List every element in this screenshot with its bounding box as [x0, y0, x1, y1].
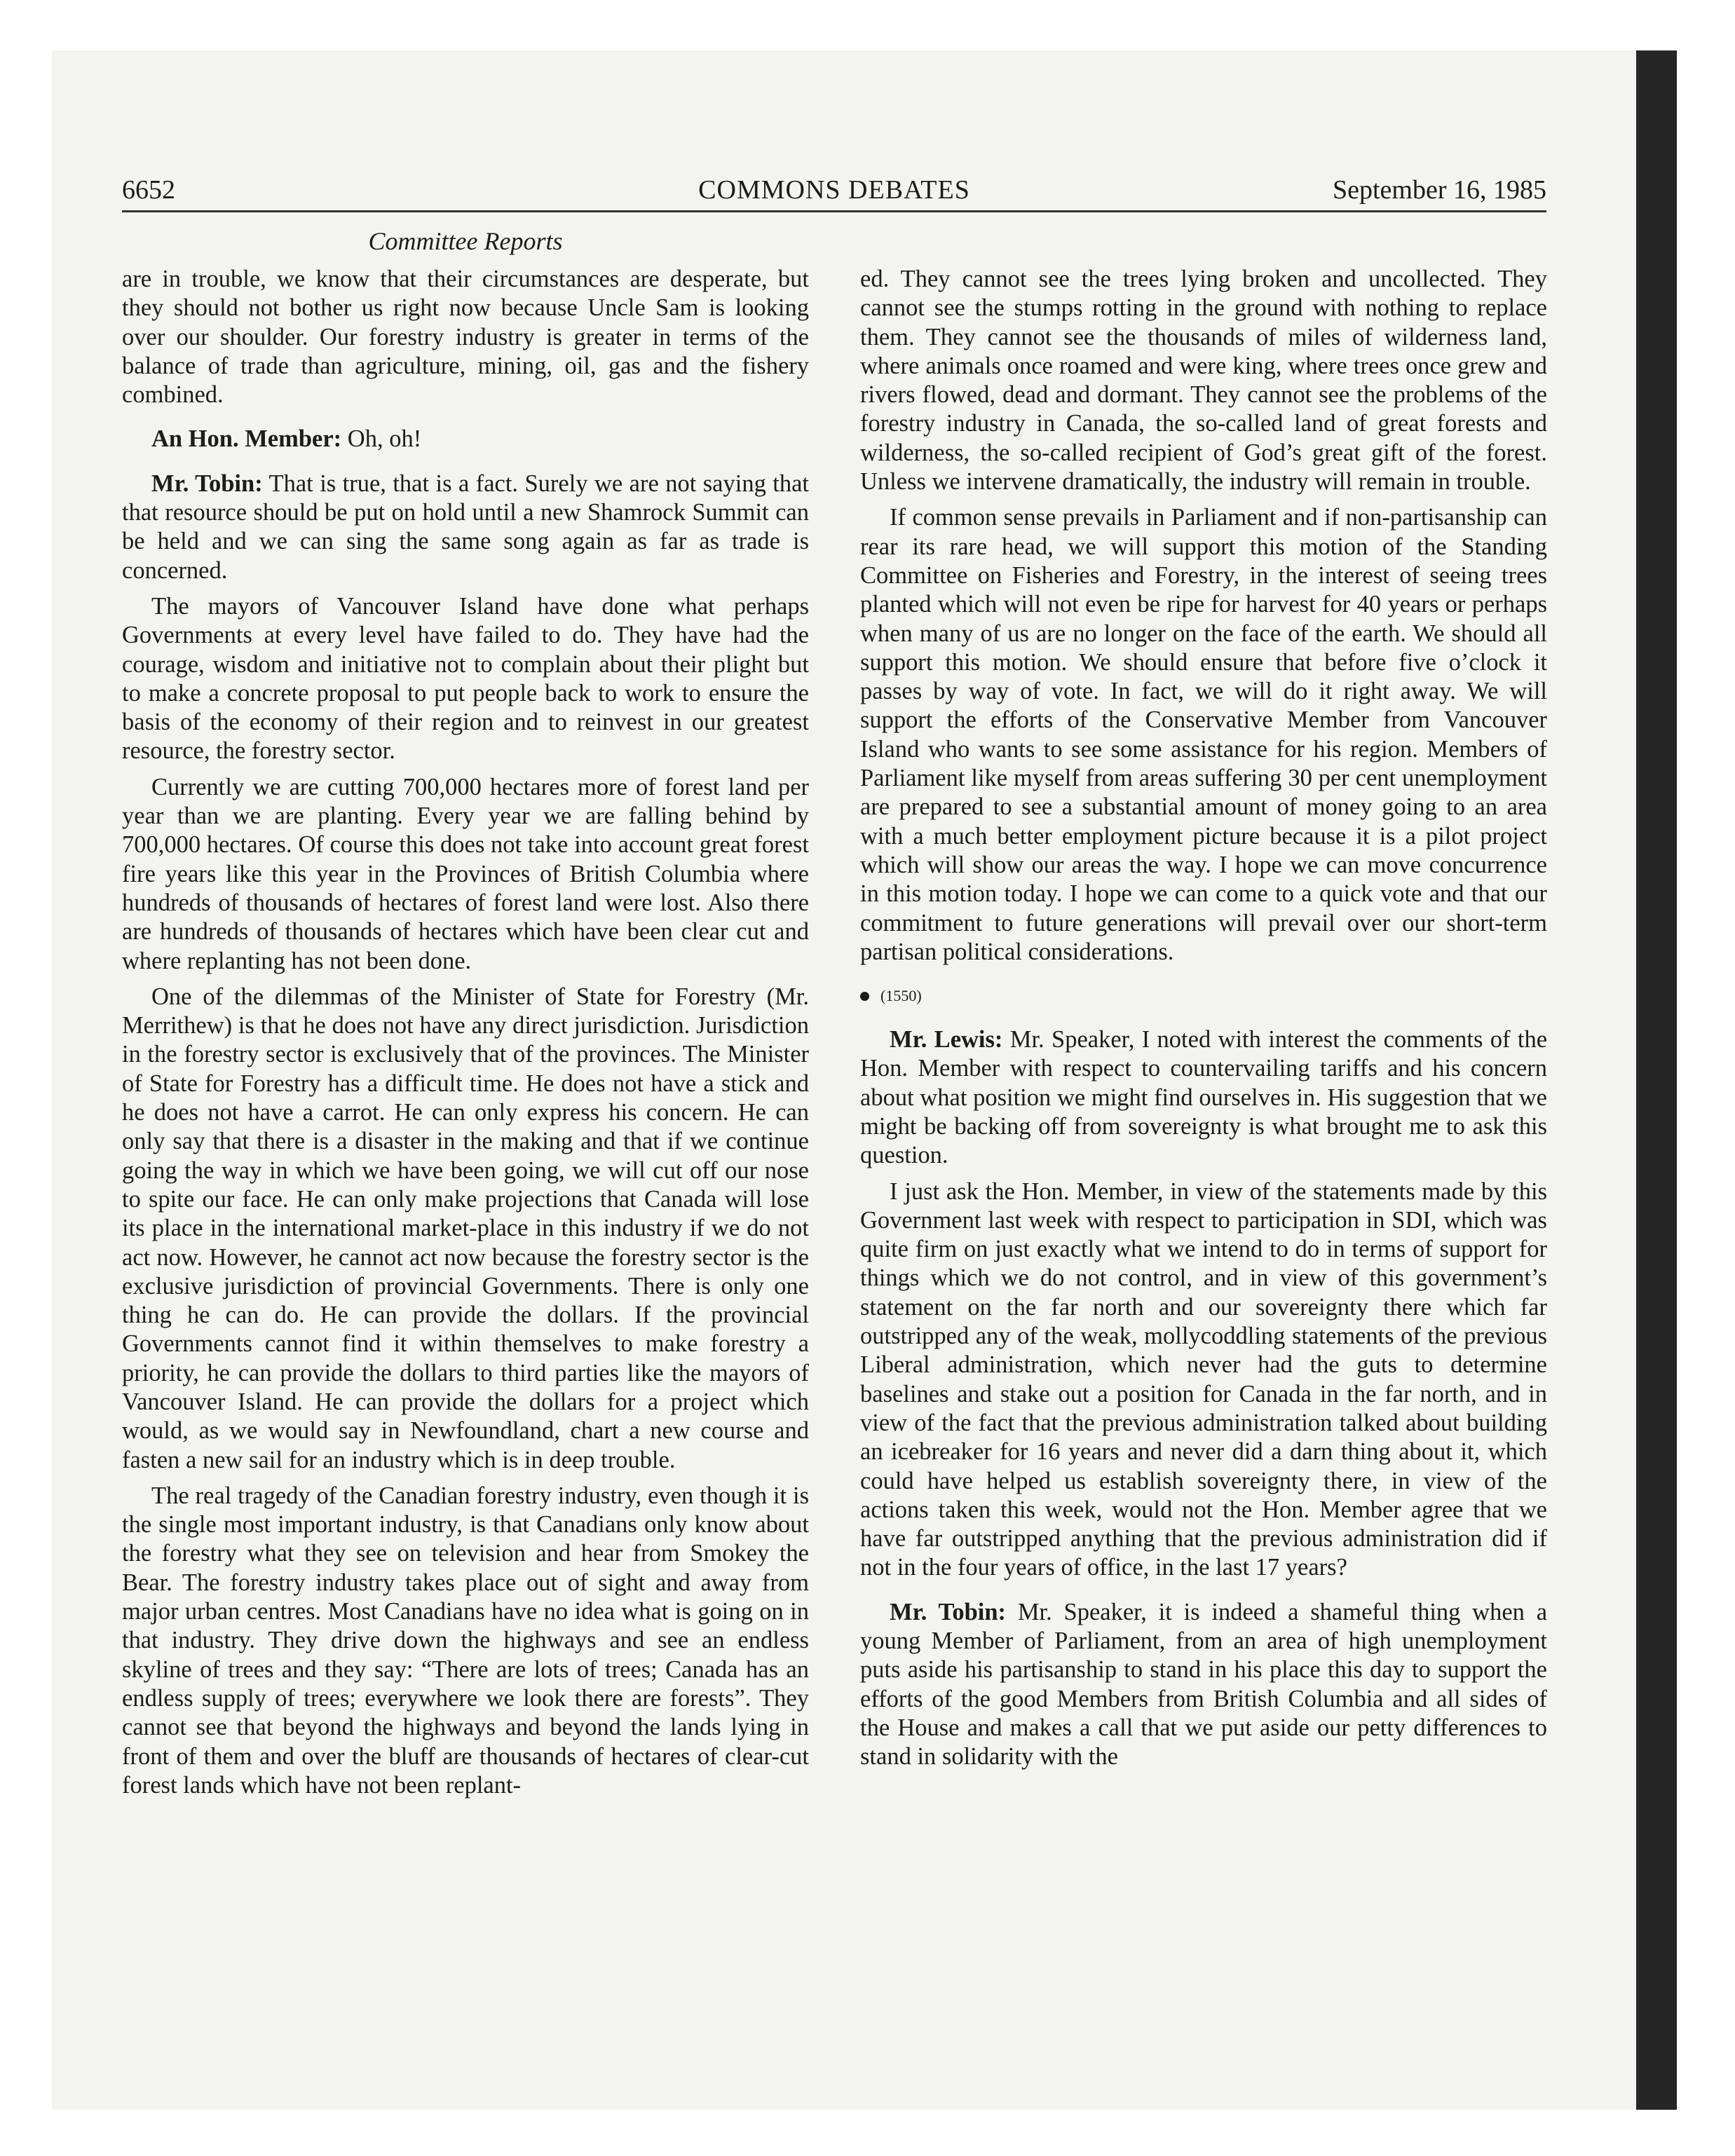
paragraph: The mayors of Vancouver Island have done what perhaps Governments at every level have failed to do. They have had the courage, wisdom and initiative not to complain about their plight but to make a concrete proposal to put people back to work to ensure the basis of the economy of their region and to reinvest in our greatest resource, the forestry sector.	[122, 592, 809, 765]
speaker-name: Mr. Tobin:	[890, 1598, 1007, 1625]
header-rule	[122, 210, 1546, 212]
speech	[122, 470, 809, 585]
running-header	[122, 168, 1546, 212]
speaker-name: Mr. Lewis:	[890, 1026, 1003, 1053]
speaker-name: Mr. Tobin:	[151, 470, 263, 497]
speech	[860, 1025, 1547, 1170]
bullet-icon	[860, 992, 869, 1001]
paragraph: One of the dilemmas of the Minister of State for Forestry (Mr. Merrithew) is that he does not have any direct jurisdiction. Jurisdiction in the forestry sector is exclusively that of the provinces. The Minister of State for Forestry has a difficult time. He does not have a stick and he does not have a carrot. He can only express his concern. He can only say that there is a disaster in the making and that if we continue going the way in which we have been going, we will cut off our nose to spite our face. He can only make projections that Canada will lose its place in the international market-place in this industry if we do not act now. However, he cannot act now because the forestry sector is the exclusive jurisdiction of provincial Governments. There is only one thing he can do. He can provide the dollars. If the provincial Governments cannot find it within themselves to make forestry a priority, he can provide the dollars to third parties like the mayors of Vancouver Island. He can provide the dollars for a project which would, as we would say in Newfoundland, chart a new course and fasten a new sail for an industry which is in deep trouble.	[122, 983, 809, 1473]
paragraph: I just ask the Hon. Member, in view of the statements made by this Government last week with respect to participation in SDI, which was quite firm on just exactly what we intend to do in terms of support for things which we do not control, and in view of this government’s statement on the far north and our sovereignty there which far outstripped any of the weak, mollycoddling statements of the previous Liberal administration, which never had the guts to determine baselines and stake out a position for Canada in the far north, and in view of the fact that the previous administration talked about building an icebreaker for 16 years and never did a darn thing about it, which could have helped us establish sovereignty there, in view of the actions taken this week, would not the Hon. Member agree that we have far outstripped anything that the previous administration did if not in the four years of office, in the last 17 years?	[860, 1178, 1547, 1581]
speech-text: Oh, oh!	[347, 425, 422, 453]
binding-edge	[1636, 50, 1677, 2110]
speech-text: Mr. Speaker, it is indeed a shameful thing when a young Member of Parliament, from an area of high unemployment puts aside his partisanship to stand in his place this day to support the efforts of the good Members from British Columbia and all sides of the House and makes a call that we put aside our petty differences to stand in solidarity with the	[860, 1598, 1548, 1770]
paragraph: Currently we are cutting 700,000 hectares more of forest land per year than we are planting. Every year we are falling behind by 700,000 hectares. Of course this does not take into account great forest fire years like this year in the Provinces of British Columbia where hundreds of thousands of hectares of forest land were lost. Also there are hundreds of thousands of hectares which have been clear cut and where replanting has not been done.	[122, 773, 809, 974]
issue-date: September 16, 1985	[1332, 175, 1546, 205]
speech	[860, 1598, 1547, 1772]
paragraph: are in trouble, we know that their circumstances are desperate, but they should not bother us right now because Uncle Sam is looking over our shoulder. Our forestry industry is greater in terms of the balance of trade than agriculture, mining, oil, gas and the fishery combined.	[122, 266, 809, 409]
right-column	[860, 265, 1547, 1772]
speech-text: Mr. Speaker, I noted with interest the comments of the Hon. Member with respect to countervailing tariffs and his concern about what position we might find ourselves in. His suggestion that we might be backing off from sovereignty is what brought me to ask this question.	[860, 1026, 1548, 1169]
section-title: Committee Reports	[368, 227, 563, 255]
paragraph: The real tragedy of the Canadian forestry industry, even though it is the single most important industry, is that Canadians only know about the forestry what they see on television and hear from Smokey the Bear. The forestry industry takes place out of sight and away from major urban centres. Most Canadians have no idea what is going on in that industry. They drive down the highways and see an endless skyline of trees and they say: “There are lots of trees; Canada has an endless supply of trees; everywhere we look there are forests”. They cannot see that beyond the highways and beyond the lands lying in front of them and over the bluff are thousands of hectares of clear-cut forest lands which have not been replant-	[122, 1482, 809, 1799]
speaker-name: An Hon. Member:	[151, 425, 342, 453]
paragraph: ed. They cannot see the trees lying broken and uncollected. They cannot see the stumps rotting in the ground with nothing to replace them. They cannot see the thousands of miles of wilderness land, where animals once roamed and were king, where trees once grew and rivers flowed, dead and dormant. They cannot see the problems of the forestry industry in Canada, the so-called land of great forests and wilderness, the so-called recipient of God’s great gift of the forest. Unless we intervene dramatically, the industry will remain in trouble.	[860, 266, 1547, 496]
speech-text: That is true, that is a fact. Surely we are not saying that that resource should be put on hold until a new Shamrock Summit can be held and we can sing the same song again as far as trade is concerned.	[122, 470, 809, 584]
time-marker	[860, 981, 1547, 1010]
page-number: 6652	[122, 175, 175, 205]
time-stamp: (1550)	[880, 987, 922, 1005]
interjection	[122, 425, 809, 453]
paragraph: If common sense prevails in Parliament and if non-partisanship can rear its rare head, we will support this motion of the Standing Committee on Fisheries and Forestry, in the interest of seeing trees planted which will not even be ripe for harvest for 40 years or perhaps when many of us are no longer on the face of the earth. We should all support this motion. We should ensure that before five o’clock it passes by way of vote. In fact, we will do it right away. We will support the efforts of the Conservative Member from Vancouver Island who wants to see some assistance for his region. Members of Parliament like myself from areas suffering 30 per cent unemployment are prepared to see a substantial amount of money going to an area with a much better employment picture because it is a pilot project which will show our areas the way. I hope we can move concurrence in this motion today. I hope we can come to a quick vote and that our commitment to future generations will prevail over our short-term partisan political considerations.	[860, 504, 1547, 965]
left-column	[122, 265, 809, 1800]
publication-title: COMMONS DEBATES	[698, 175, 970, 205]
